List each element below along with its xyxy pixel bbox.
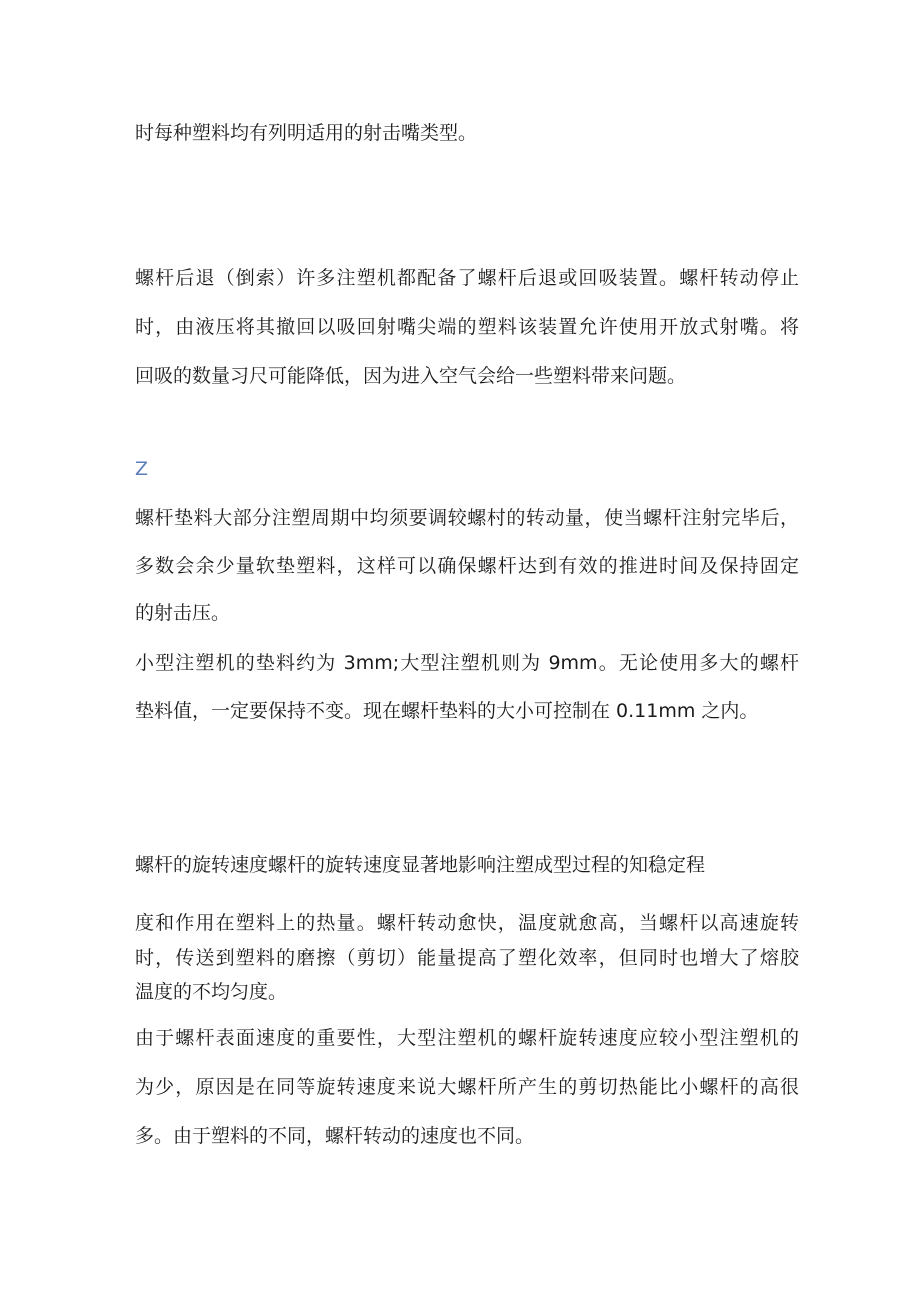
cushion-paragraph-line-3: 的射击压。 bbox=[135, 602, 231, 624]
cushion-paragraph-line-5: 垫料值，一定要保持不变。现在螺杆垫料的大小可控制在 0.11mm 之内。 bbox=[135, 700, 759, 722]
speed-paragraph-line-5: 由于螺杆表面速度的重要性，大型注塑机的螺杆旋转速度应较小型注塑机的 bbox=[135, 1027, 799, 1049]
retract-paragraph-line-3: 回吸的数量习尺可能降低，因为进入空气会给一些塑料带来问题。 bbox=[135, 365, 687, 387]
nozzle-paragraph-line-1: 时每种塑料均有列明适用的射击嘴类型。 bbox=[135, 122, 478, 144]
section-marker: Z bbox=[135, 458, 149, 480]
speed-paragraph-line-3: 时，传送到塑料的磨擦（剪切）能量提高了塑化效率，但同时也增大了熔胶 bbox=[135, 947, 799, 969]
retract-paragraph-line-1: 螺杆后退（倒索）许多注塑机都配备了螺杆后退或回吸装置。螺杆转动停止 bbox=[135, 267, 799, 289]
speed-paragraph-line-7: 多。由于塑料的不同，螺杆转动的速度也不同。 bbox=[135, 1125, 535, 1147]
retract-paragraph-line-2: 时，由液压将其撤回以吸回射嘴尖端的塑料该装置允许使用开放式射嘴。将 bbox=[135, 316, 799, 338]
cushion-paragraph-line-1: 螺杆垫料大部分注塑周期中均须要调较螺村的转动量，使当螺杆注射完毕后， bbox=[135, 507, 799, 529]
cushion-paragraph-line-2: 多数会余少量软垫塑料，这样可以确保螺杆达到有效的推进时间及保持固定 bbox=[135, 555, 799, 577]
speed-paragraph-line-6: 为少，原因是在同等旋转速度来说大螺杆所产生的剪切热能比小螺杆的高很 bbox=[135, 1076, 799, 1098]
speed-paragraph-line-2: 度和作用在塑料上的热量。螺杆转动愈快，温度就愈高，当螺杆以高速旋转 bbox=[135, 912, 799, 934]
speed-paragraph-line-1: 螺杆的旋转速度螺杆的旋转速度显著地影响注塑成型过程的知稳定程 bbox=[135, 854, 706, 876]
cushion-paragraph-line-4: 小型注塑机的垫料约为 3mm;大型注塑机则为 9mm。无论使用多大的螺杆 bbox=[135, 652, 799, 674]
speed-paragraph-line-4: 温度的不均匀度。 bbox=[135, 981, 288, 1003]
